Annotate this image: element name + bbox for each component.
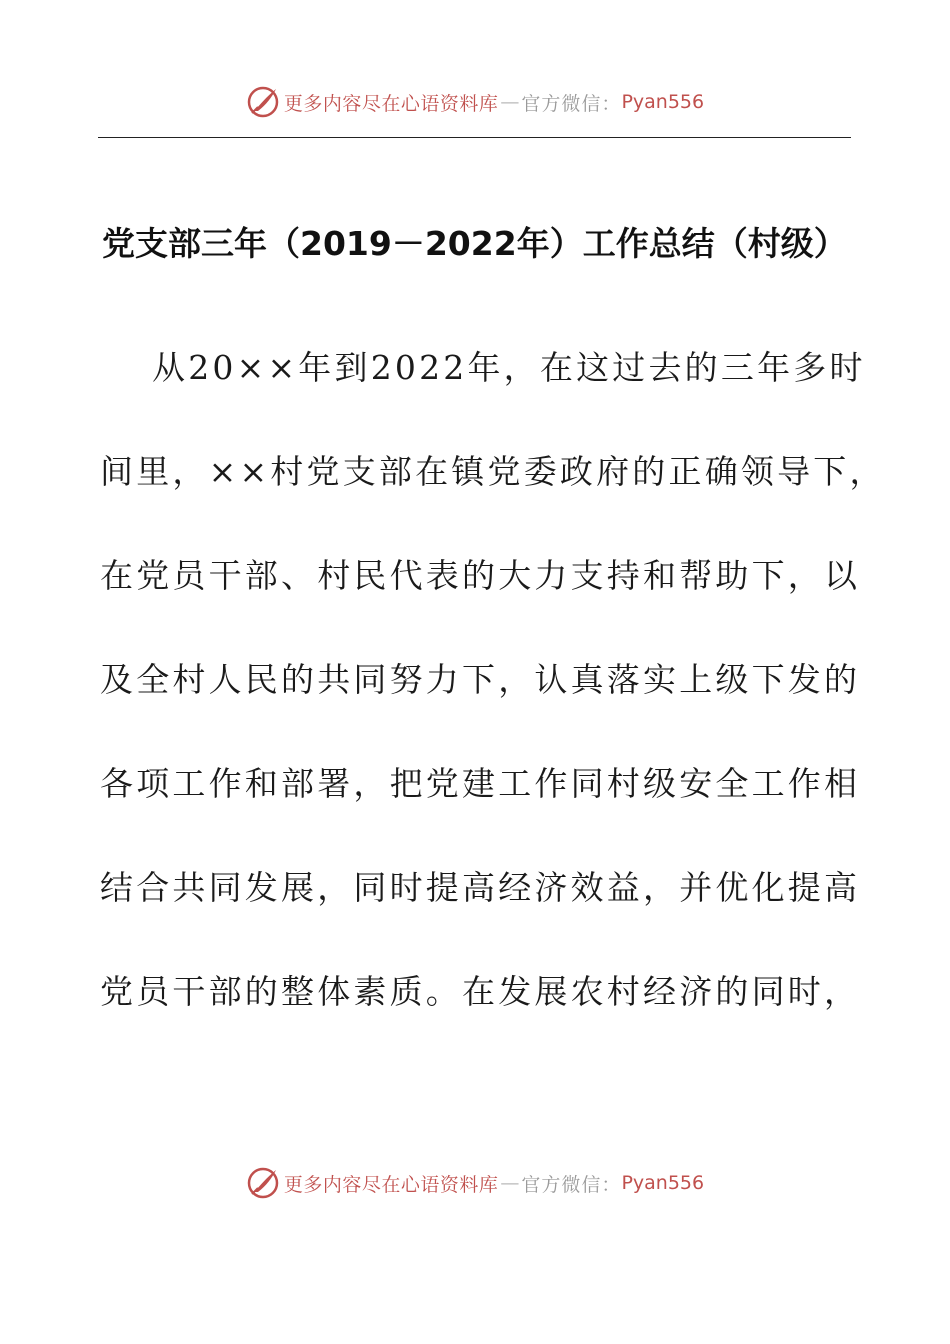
body-line-2: 间里，××村党支部在镇党委政府的正确领导下， xyxy=(100,452,886,491)
banner-wechat-id: Pyan556 xyxy=(621,1172,705,1194)
banner-dash: — xyxy=(500,1172,520,1194)
banner-wechat-label: 官方微信： xyxy=(521,1173,622,1196)
quill-logo-icon xyxy=(246,85,280,119)
banner-main-text: 更多内容尽在心语资料库 xyxy=(283,1173,499,1196)
body-line-6: 结合共同发展，同时提高经济效益，并优化提高 xyxy=(100,868,861,907)
header-divider xyxy=(98,137,851,138)
body-line-3: 在党员干部、村民代表的大力支持和帮助下，以 xyxy=(100,556,861,595)
banner-dash: — xyxy=(500,91,520,113)
banner-wechat-label: 官方微信： xyxy=(521,92,622,115)
banner-wechat-id: Pyan556 xyxy=(621,91,705,113)
footer-banner xyxy=(0,1163,950,1203)
body-line-7: 党员干部的整体素质。在发展农村经济的同时， xyxy=(100,972,861,1011)
banner-main-text: 更多内容尽在心语资料库 xyxy=(283,92,499,115)
document-title: 党支部三年（2019－2022年）工作总结（村级） xyxy=(102,224,847,263)
body-line-4: 及全村人民的共同努力下，认真落实上级下发的 xyxy=(100,660,861,699)
quill-logo-icon xyxy=(246,1166,280,1200)
body-line-1: 从20××年到2022年，在这过去的三年多时 xyxy=(152,348,866,387)
body-line-5: 各项工作和部署，把党建工作同村级安全工作相 xyxy=(100,764,861,803)
header-banner xyxy=(0,82,950,122)
